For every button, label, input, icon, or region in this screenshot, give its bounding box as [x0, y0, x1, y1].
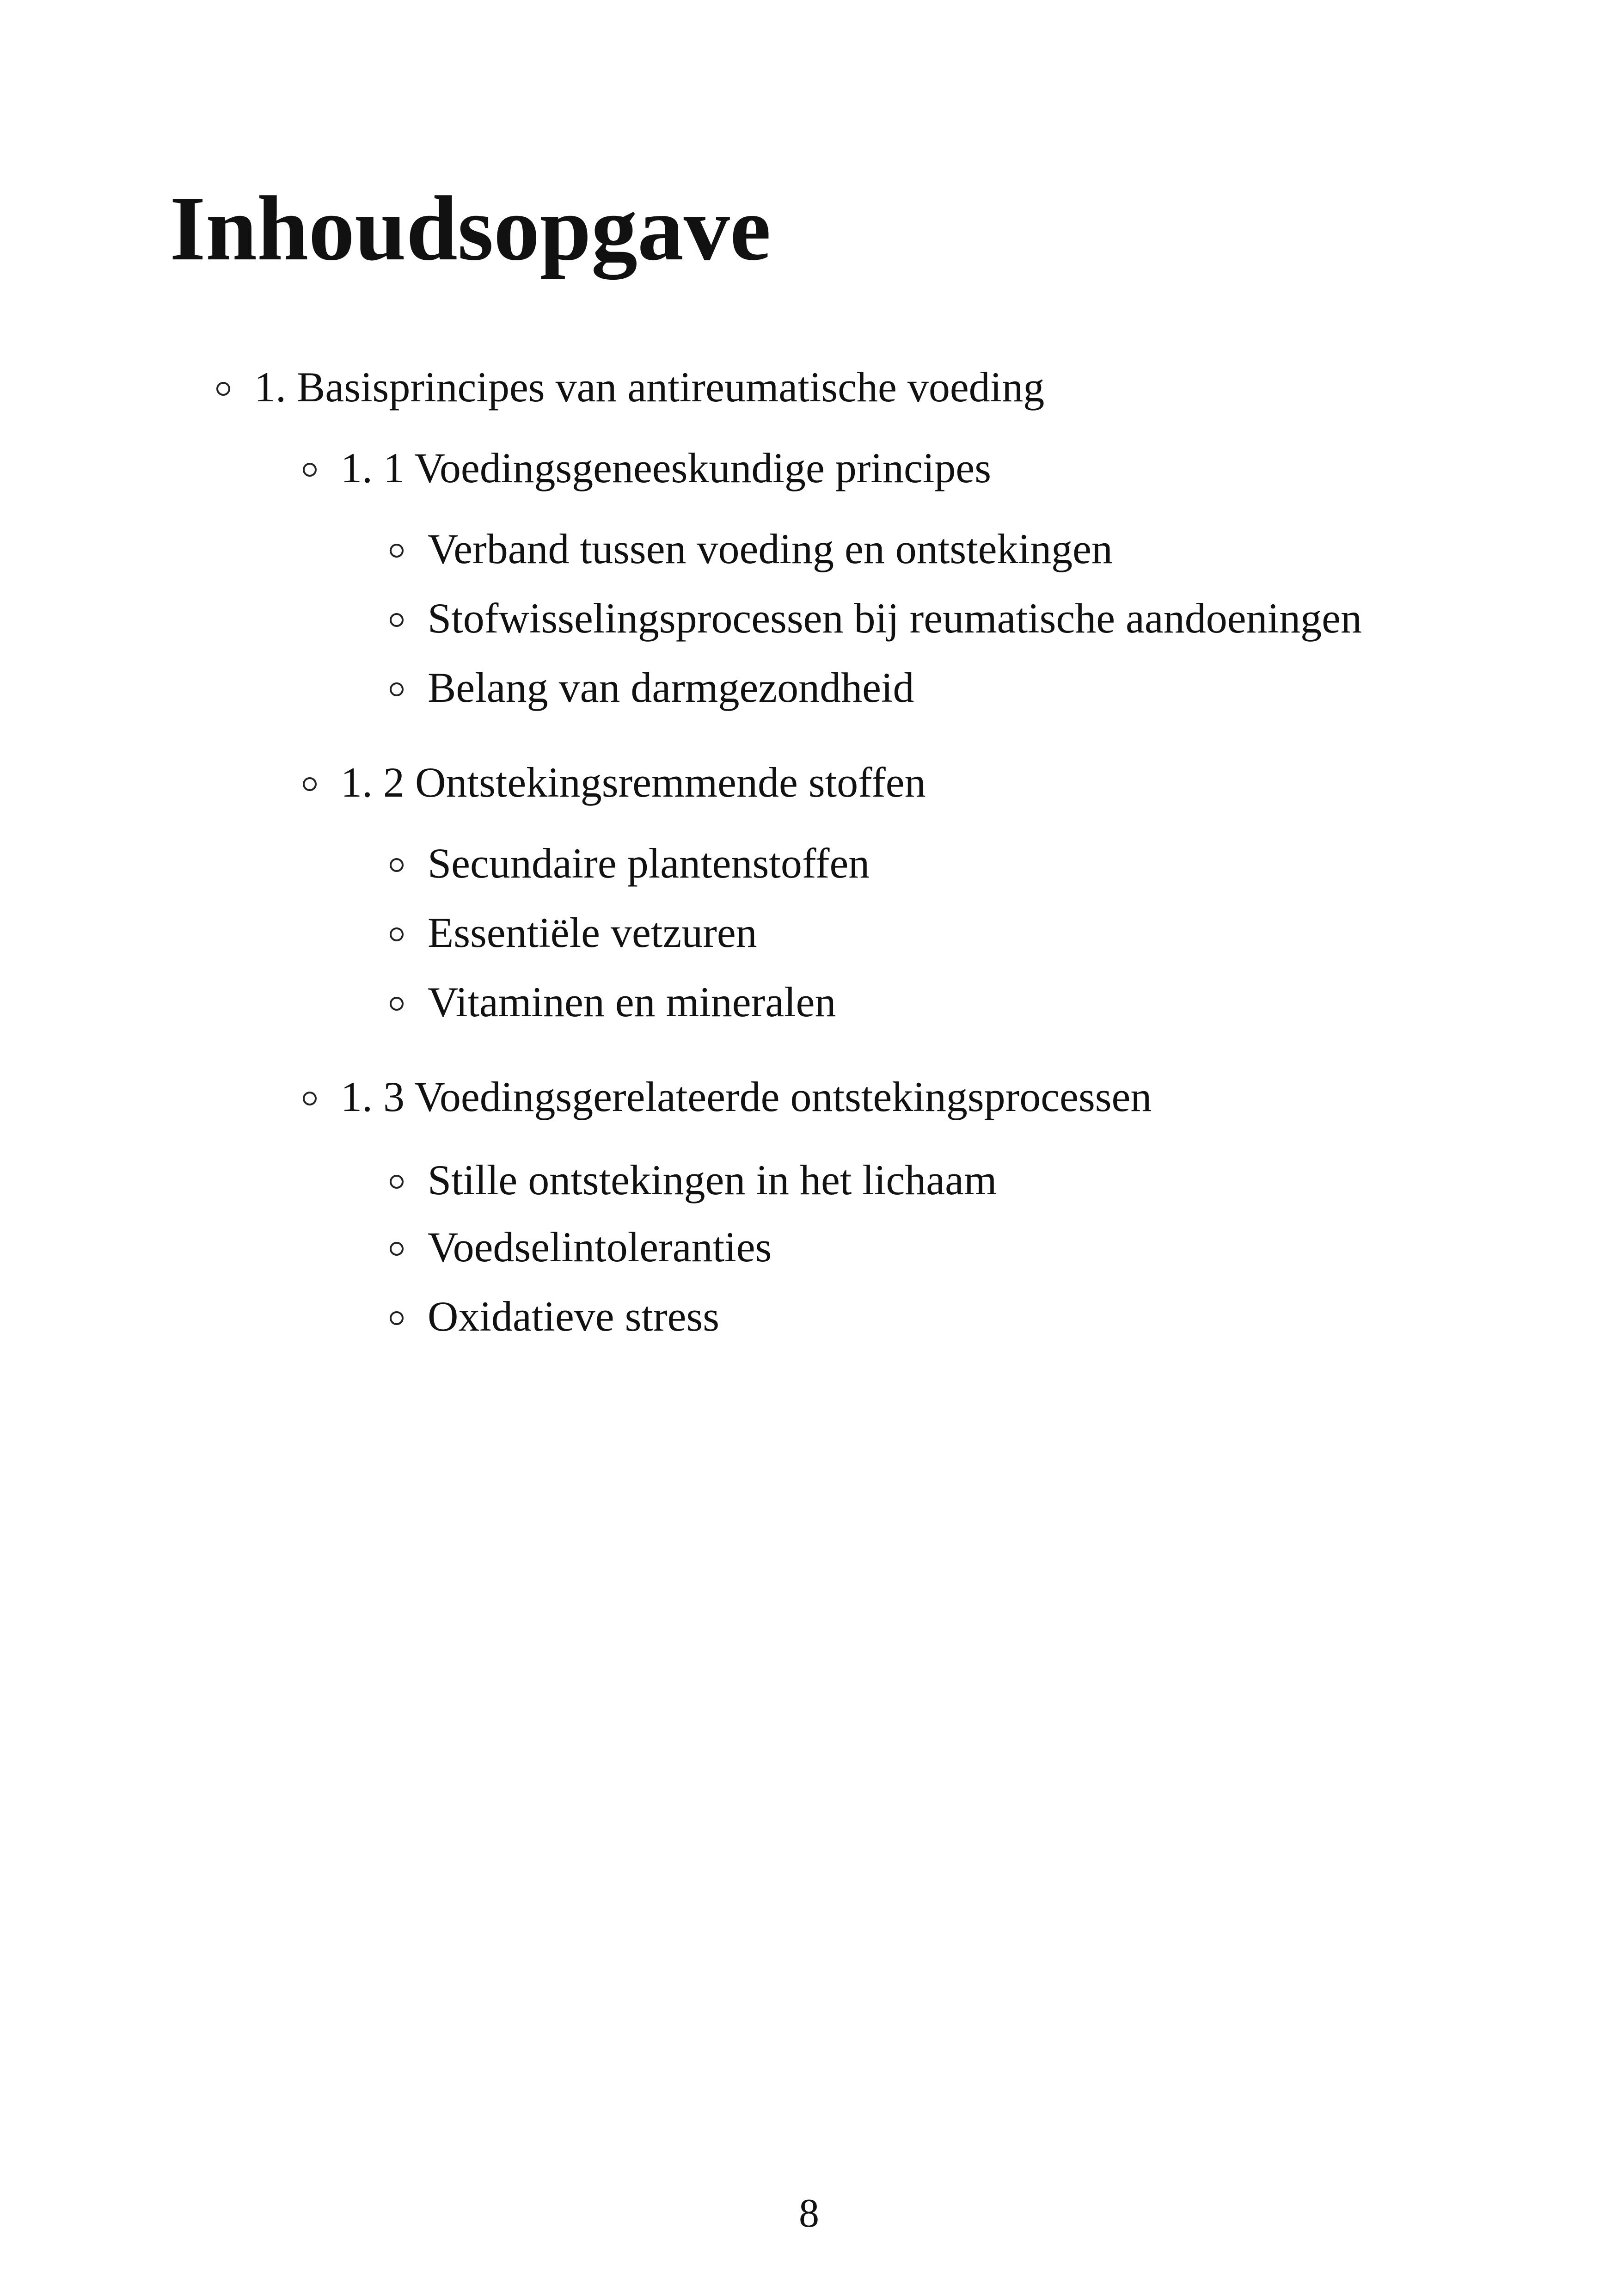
circle-bullet-icon: [216, 382, 230, 396]
toc-chapter-1[interactable]: [216, 363, 1044, 412]
toc-subitem-label: Belang van darmgezondheid: [428, 664, 914, 711]
toc-subitem-label: Verband tussen voeding en ontstekingen: [428, 525, 1113, 572]
toc-subitem-label: Vitaminen en mineralen: [428, 978, 836, 1025]
toc-subitem[interactable]: [390, 663, 914, 712]
toc-subitem-label: Secundaire plantenstoffen: [428, 840, 870, 887]
toc-section-1-1[interactable]: [303, 444, 991, 493]
circle-bullet-icon: [390, 858, 404, 872]
toc-subitem-label: Oxidatieve stress: [428, 1293, 720, 1340]
circle-bullet-icon: [390, 997, 404, 1011]
circle-bullet-icon: [303, 1092, 317, 1105]
toc-subitem[interactable]: [390, 978, 836, 1027]
toc-subitem[interactable]: [390, 594, 1362, 643]
toc-section-1-3-label: 1. 3 Voedingsgerelateerde ontstekingsprocessen: [341, 1073, 1152, 1120]
toc-section-1-1-label: 1. 1 Voedingsgeneeskundige principes: [341, 444, 992, 491]
circle-bullet-icon: [390, 927, 404, 941]
page-number: 8: [799, 2191, 819, 2236]
circle-bullet-icon: [390, 1311, 404, 1325]
circle-bullet-icon: [390, 1242, 404, 1256]
toc-section-1-2[interactable]: [303, 758, 926, 807]
circle-bullet-icon: [390, 613, 404, 627]
circle-bullet-icon: [390, 544, 404, 558]
page-title: Inhoudsopgave: [170, 178, 771, 280]
toc-subitem[interactable]: [390, 909, 757, 958]
toc-subitem-label: Stille ontstekingen in het lichaam: [428, 1156, 997, 1203]
toc-section-1-2-label: 1. 2 Ontstekingsremmende stoffen: [341, 759, 926, 806]
toc-chapter-1-label: 1. Basisprincipes van antireumatische voeding: [254, 363, 1045, 411]
circle-bullet-icon: [390, 682, 404, 696]
toc-subitem-label: Stofwisselingsprocessen bij reumatische aandoeningen: [428, 595, 1362, 642]
toc-section-1-3[interactable]: [303, 1073, 1152, 1122]
toc-subitem[interactable]: [390, 839, 870, 888]
circle-bullet-icon: [303, 463, 317, 477]
circle-bullet-icon: [390, 1175, 404, 1189]
toc-subitem[interactable]: [390, 1292, 719, 1341]
circle-bullet-icon: [303, 777, 317, 791]
toc-subitem-label: Essentiële vetzuren: [428, 909, 757, 956]
toc-subitem[interactable]: [390, 1223, 772, 1272]
toc-subitem-label: Voedselintoleranties: [428, 1223, 772, 1271]
toc-subitem[interactable]: [390, 525, 1113, 574]
toc-subitem[interactable]: [390, 1156, 997, 1205]
